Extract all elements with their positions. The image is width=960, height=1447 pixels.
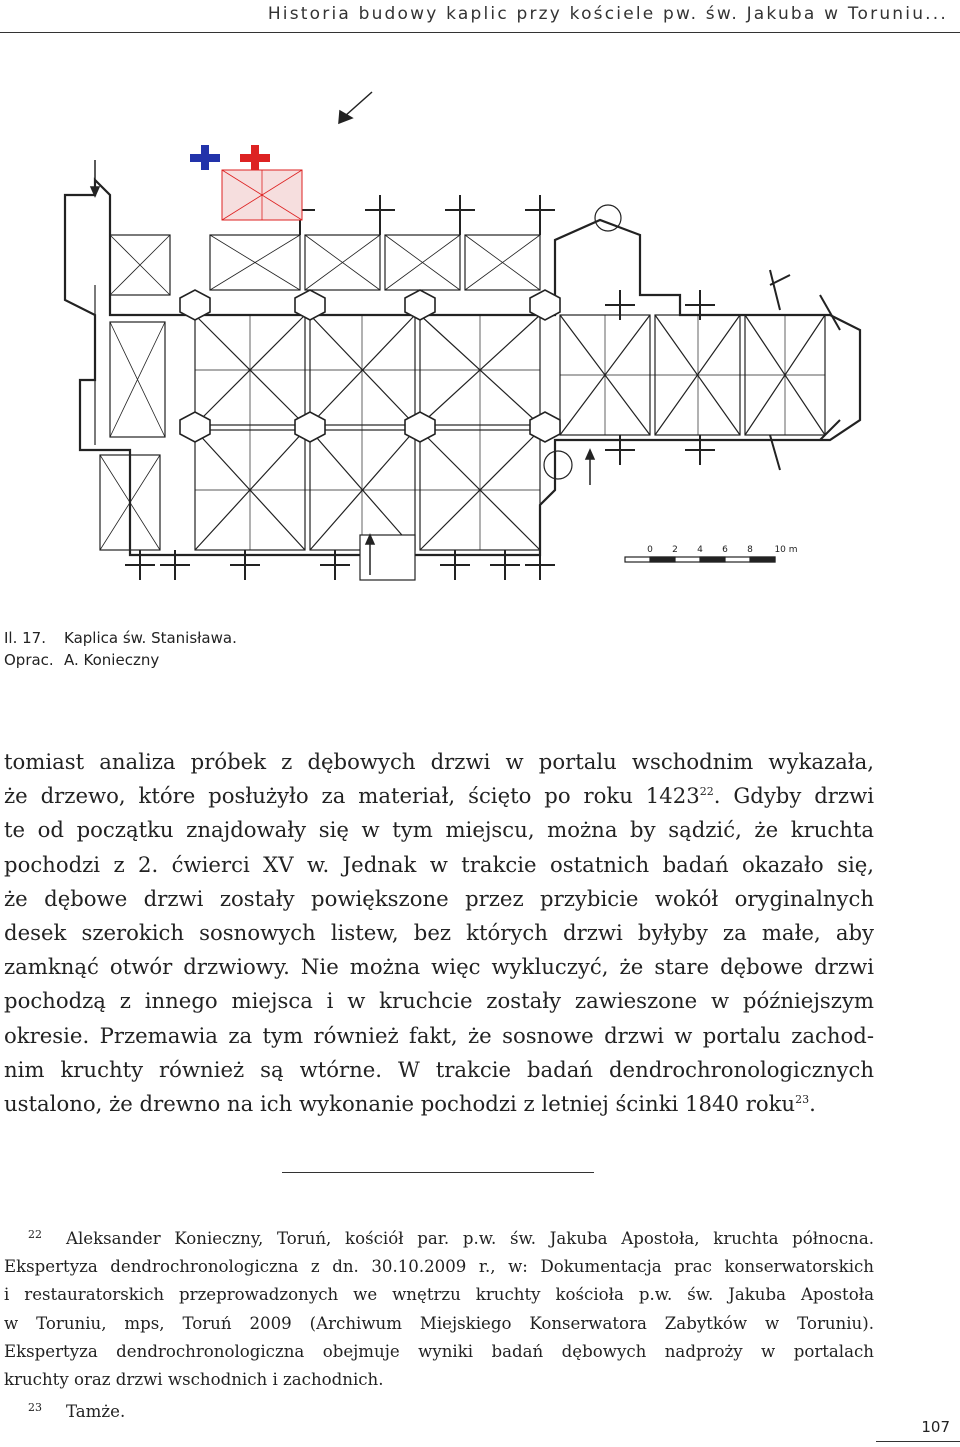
scale-label: 10 m: [774, 545, 798, 555]
scale-label: 6: [722, 545, 728, 555]
scale-label: 2: [672, 545, 678, 555]
text-line: okresie. Przemawia za tym również fakt, że sosnowe drzwi w portalu zachod-: [4, 1022, 874, 1048]
footnote-22: 22 Aleksander Konieczny, Toruń, kościół par. p.w. św. Jakuba Apostoła, kruchta północna.: [4, 1221, 874, 1253]
text-line: desek szerokich sosnowych listew, bez których drzwi byłyby za małe, aby: [4, 920, 874, 946]
scale-label: 0: [647, 545, 653, 555]
text-line: nim kruchty również są wtórne. W trakcie badań dendrochronologicznych: [4, 1056, 874, 1082]
footnotes: [4, 1221, 874, 1426]
running-header: [0, 2, 960, 32]
text-line: ustalono, że drewno na ich wykonanie pochodzi z letniej ścinki 1840 roku$^{23}$.: [4, 1091, 816, 1117]
footnote-number: 22: [28, 1228, 42, 1241]
scale-label: 4: [697, 545, 703, 555]
text-line: pochodzą z innego miejsca i w kruchcie zostały zawieszone w późniejszym: [4, 988, 874, 1014]
text-line: tomiast analiza próbek z dębowych drzwi w portalu wschodnim wykazała,: [4, 749, 874, 774]
page-number: 107: [921, 1418, 950, 1436]
footnote-line: w Toruniu, mps, Toruń 2009 (Archiwum Miejskiego Konserwatora Zabytków w Toruniu).: [4, 1313, 874, 1333]
running-header-title: Historia budowy kaplic przy kościele pw. św. Jakuba w Toruniu...: [267, 4, 948, 24]
footnote-23: 23 Tamże.: [4, 1394, 874, 1426]
body-paragraph: [4, 745, 874, 1121]
text-line: że dębowe drzwi zostały powiększone przez przybicie wokół oryginalnych: [4, 885, 874, 911]
caption-label: Il. 17.: [4, 629, 46, 647]
text-line: pochodzi z 2. ćwierci XV w. Jednak w trakcie ostatnich badań okazało się,: [4, 851, 874, 877]
church-floor-plan: [0, 60, 960, 620]
scale-bar: [625, 557, 775, 562]
caption-author: A. Konieczny: [64, 651, 160, 669]
figure-caption: [4, 627, 237, 671]
footnote-rule: [282, 1172, 594, 1173]
footnote-line: Ekspertyza dendrochronologiczna obejmuje wyniki badań dębowych nadproży w portalach: [4, 1341, 874, 1361]
footnote-line: kruchty oraz drzwi wschodnich i zachodnich.: [4, 1370, 384, 1390]
highlight-chapel: [190, 145, 302, 220]
footnote-ref[interactable]: 23: [795, 1092, 810, 1106]
header-rule: [0, 32, 960, 33]
text-line: zamknąć otwór drzwiowy. Nie można więc wykluczyć, że stare dębowe drzwi: [4, 954, 874, 980]
footnote-number: 23: [28, 1401, 42, 1415]
text-line: te od początku znajdowały się w tym miejscu, można by sądzić, że kruchta: [4, 817, 874, 843]
footnote-line: i restauratorskich przeprowadzonych we wnętrzu kruchty kościoła p.w. św. Jakuba Apostoła: [4, 1285, 874, 1305]
footnote-line: Ekspertyza dendrochronologiczna z dn. 30.10.2009 r., w: Dokumentacja prac konserwatorskich: [4, 1257, 874, 1277]
scale-label: 8: [747, 545, 753, 555]
caption-text: Kaplica św. Stanisława.: [64, 629, 237, 647]
page-number-rule: [876, 1441, 960, 1442]
footnote-ref[interactable]: 22: [699, 785, 714, 799]
caption-label: Oprac.: [4, 651, 54, 669]
text-line: że drzewo, które posłużyło za materiał, ścięto po roku 1423$^{22}$. Gdyby drzwi: [4, 783, 874, 809]
